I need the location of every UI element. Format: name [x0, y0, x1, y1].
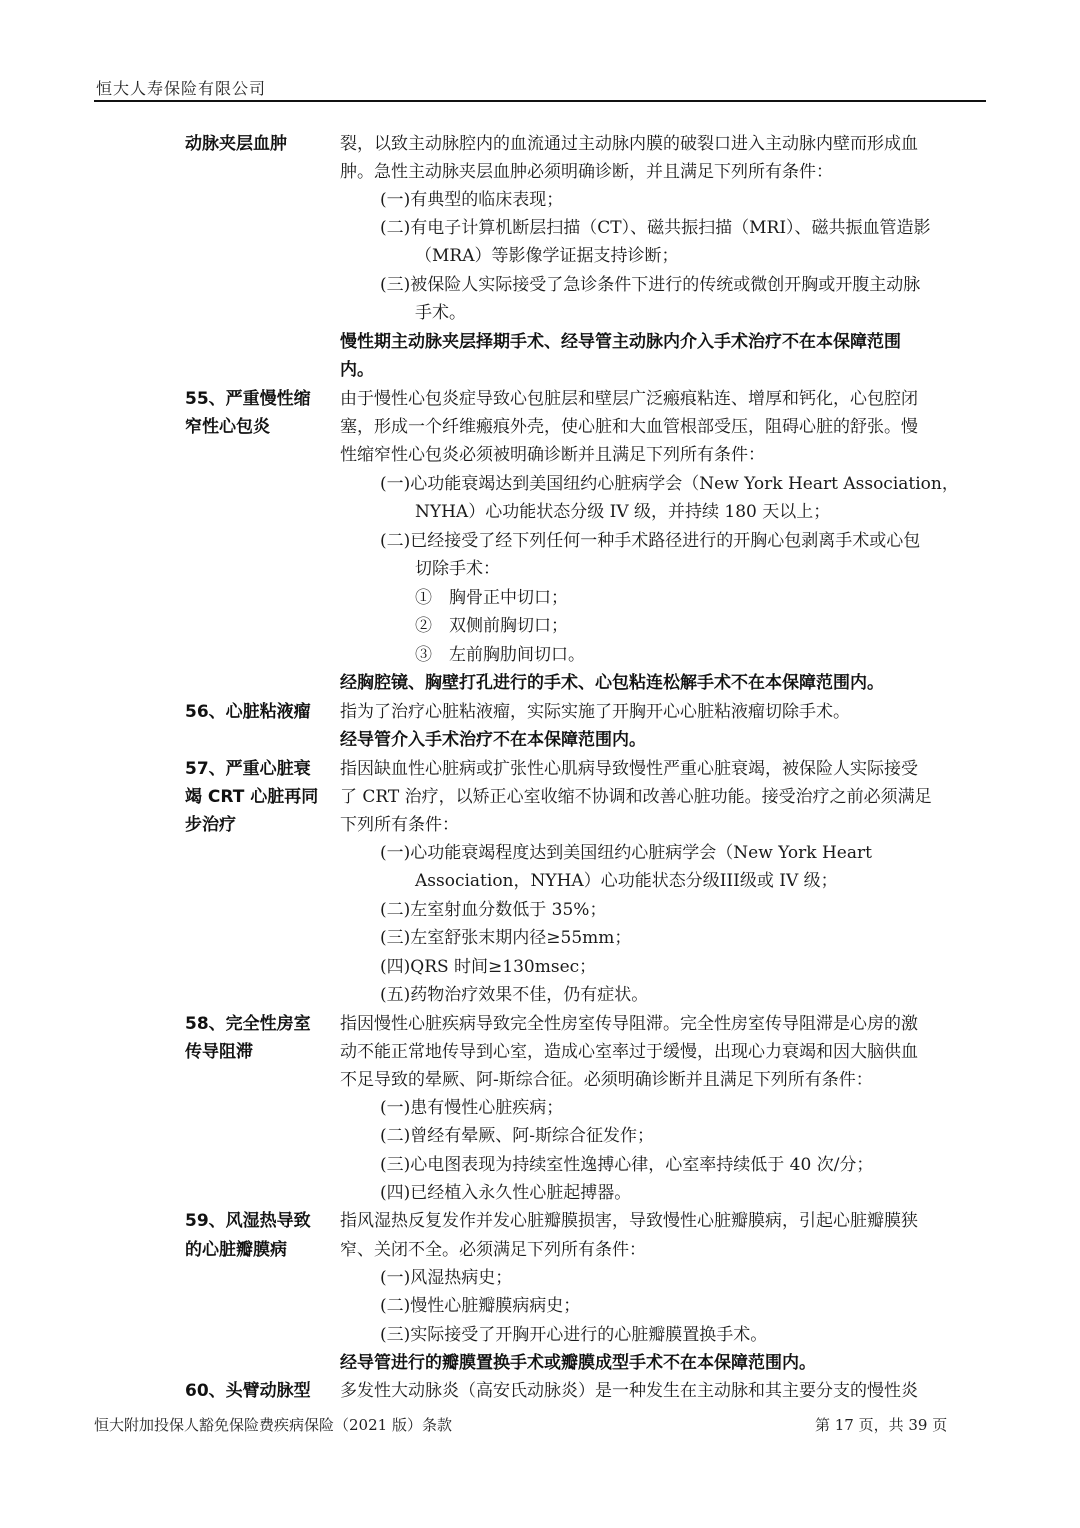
definition-line: 不足导致的晕厥、阿-斯综合征。必须明确诊断并且满足下列所有条件：: [340, 1070, 873, 1090]
footer-document-title: 恒大附加投保人豁免保险费疾病保险（2021 版）条款: [94, 1416, 452, 1434]
definition-line: 指因缺血性心脏病或扩张性心肌病导致慢性严重心脏衰竭，被保险人实际接受: [340, 759, 918, 779]
term-title-55-cont: 窄性心包炎: [185, 417, 270, 437]
definition-line: 下列所有条件：: [340, 815, 459, 835]
term-title-60: 60、头臂动脉型: [185, 1381, 311, 1401]
definition-line: 指为了治疗心脏粘液瘤，实际实施了开胸开心心脏粘液瘤切除手术。: [340, 702, 850, 722]
condition-item: (二)左室射血分数低于 35%；: [380, 900, 607, 920]
definition-line: 塞，形成一个纤维瘢痕外壳，使心脏和大血管根部受压，阻碍心脏的舒张。慢: [340, 417, 918, 437]
condition-item: (二)慢性心脏瓣膜病病史；: [380, 1296, 581, 1316]
condition-item-continued: NYHA）心功能状态分级 IV 级，并持续 180 天以上；: [415, 502, 831, 522]
condition-item: (四)QRS 时间≥130msec；: [380, 957, 597, 977]
definition-line: 由于慢性心包炎症导致心包脏层和壁层广泛瘢痕粘连、增厚和钙化，心包腔闭: [340, 389, 918, 409]
term-title-59: 59、风湿热导致: [185, 1211, 311, 1231]
condition-item: (一)心功能衰竭达到美国纽约心脏病学会（New York Heart Association，: [380, 474, 959, 494]
header-divider: [94, 100, 986, 102]
exclusion-note: 经导管进行的瓣膜置换手术或瓣膜成型手术不在本保障范围内。: [340, 1353, 816, 1373]
term-title-56: 56、心脏粘液瘤: [185, 702, 311, 722]
condition-item-continued: 手术。: [415, 303, 466, 323]
condition-item-continued: （MRA）等影像学证据支持诊断；: [415, 246, 679, 266]
definition-line: 窄、关闭不全。必须满足下列所有条件：: [340, 1240, 646, 1260]
definition-line: 了 CRT 治疗，以矫正心室收缩不协调和改善心脏功能。接受治疗之前必须满足: [340, 787, 932, 807]
term-title-57-cont: 竭 CRT 心脏再同: [185, 787, 319, 807]
condition-item: (三)被保险人实际接受了急诊条件下进行的传统或微创开胸或开腹主动脉: [380, 275, 921, 295]
term-title-58: 58、完全性房室: [185, 1014, 311, 1034]
definition-line: 动不能正常地传导到心室，造成心室率过于缓慢，出现心力衰竭和因大脑供血: [340, 1042, 918, 1062]
term-title-57: 57、严重心脏衰: [185, 759, 311, 779]
term-title-58-cont: 传导阻滞: [185, 1042, 253, 1062]
header-company-name: 恒大人寿保险有限公司: [96, 79, 267, 98]
exclusion-note: 内。: [340, 360, 374, 380]
exclusion-note: 慢性期主动脉夹层择期手术、经导管主动脉内介入手术治疗不在本保障范围: [340, 332, 901, 352]
exclusion-note: 经导管介入手术治疗不在本保障范围内。: [340, 730, 646, 750]
footer-page-number: 第 17 页，共 39 页: [815, 1416, 948, 1434]
condition-item: (一)心功能衰竭程度达到美国纽约心脏病学会（New York Heart: [380, 843, 872, 863]
definition-line: 肿。急性主动脉夹层血肿必须明确诊断，并且满足下列所有条件：: [340, 162, 833, 182]
term-title-59-cont: 的心脏瓣膜病: [185, 1240, 287, 1260]
sub-condition-item: ① 胸骨正中切口；: [415, 588, 568, 608]
definition-line: 性缩窄性心包炎必须被明确诊断并且满足下列所有条件：: [340, 445, 765, 465]
condition-item: (三)左室舒张末期内径≥55mm；: [380, 928, 632, 948]
exclusion-note: 经胸腔镜、胸壁打孔进行的手术、心包粘连松解手术不在本保障范围内。: [340, 673, 884, 693]
condition-item: (一)患有慢性心脏疾病；: [380, 1098, 564, 1118]
condition-item: (一)风湿热病史；: [380, 1268, 513, 1288]
term-title-57-cont: 步治疗: [185, 815, 236, 835]
condition-item: (一)有典型的临床表现；: [380, 190, 564, 210]
definition-line: 裂，以致主动脉腔内的血流通过主动脉内膜的破裂口进入主动脉内壁而形成血: [340, 134, 918, 154]
definition-line: 指因慢性心脏疾病导致完全性房室传导阻滞。完全性房室传导阻滞是心房的激: [340, 1014, 918, 1034]
condition-item-continued: 切除手术：: [415, 559, 500, 579]
definition-line: 指风湿热反复发作并发心脏瓣膜损害，导致慢性心脏瓣膜病，引起心脏瓣膜狭: [340, 1211, 918, 1231]
term-title-55: 55、严重慢性缩: [185, 389, 311, 409]
condition-item: (三)实际接受了开胸开心进行的心脏瓣膜置换手术。: [380, 1325, 768, 1345]
condition-item: (二)有电子计算机断层扫描（CT）、磁共振扫描（MRI）、磁共振血管造影: [380, 218, 931, 238]
sub-condition-item: ③ 左前胸肋间切口。: [415, 645, 585, 665]
term-title-aortic-dissection: 动脉夹层血肿: [185, 134, 287, 154]
condition-item: (二)已经接受了经下列任何一种手术路径进行的开胸心包剥离手术或心包: [380, 531, 921, 551]
definition-line: 多发性大动脉炎（高安氏动脉炎）是一种发生在主动脉和其主要分支的慢性炎: [340, 1381, 918, 1401]
condition-item: (二)曾经有晕厥、阿-斯综合征发作；: [380, 1126, 655, 1146]
condition-item: (四)已经植入永久性心脏起搏器。: [380, 1183, 632, 1203]
sub-condition-item: ② 双侧前胸切口；: [415, 616, 568, 636]
condition-item: (五)药物治疗效果不佳，仍有症状。: [380, 985, 649, 1005]
condition-item: (三)心电图表现为持续室性逸搏心律，心室率持续低于 40 次/分；: [380, 1155, 874, 1175]
condition-item-continued: Association，NYHA）心功能状态分级III级或 IV 级；: [415, 871, 838, 891]
